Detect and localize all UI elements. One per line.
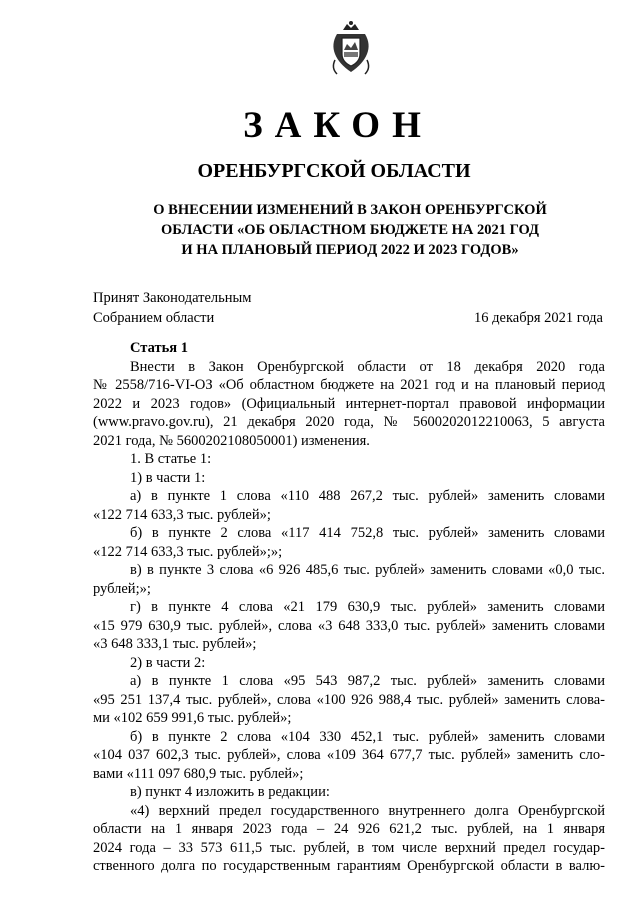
law-subject <box>120 200 580 260</box>
adoption-date: 16 декабря 2021 года <box>474 310 603 326</box>
article-line: в) пункт 4 изложить в редакции: <box>130 784 330 800</box>
article-line: г) в пункте 4 слова «21 179 630,9 тыс. рублей» заменить словами <box>130 599 605 615</box>
article-line: № 2558/716-VI-ОЗ «Об областном бюджете на 2021 год и на плановый период <box>93 377 605 393</box>
article-line: б) в пункте 2 слова «104 330 452,1 тыс. рублей» заменить словами <box>130 728 605 745</box>
article-line: 2021 года, № 5600202108050001) изменения. <box>93 432 370 449</box>
article-line: «95 251 137,4 тыс. рублей», слова «100 926 988,4 тыс. рублей» заменить слова- <box>93 691 605 708</box>
adoption-line: Принят Законодательным <box>93 290 252 306</box>
subject-line: О ВНЕСЕНИИ ИЗМЕНЕНИЙ В ЗАКОН ОРЕНБУРГСКОЙ <box>153 202 547 218</box>
article-line: 2022 и 2023 годов» (Официальный интернет-портал правовой информации <box>93 395 605 412</box>
article-line: 2) в части 2: <box>130 654 206 671</box>
article-line: «104 037 602,3 тыс. рублей», слова «109 364 677,7 тыс. рублей» заменить сло- <box>93 747 605 763</box>
article-line: ми «102 659 991,6 тыс. рублей»; <box>93 710 292 726</box>
adoption-note <box>93 288 251 328</box>
article-line: 1. В статье 1: <box>130 451 212 467</box>
subject-line: ОБЛАСТИ «ОБ ОБЛАСТНОМ БЮДЖЕТЕ НА 2021 ГОД <box>160 222 540 238</box>
article-line: области на 1 января 2023 года – 24 926 621,2 тыс. рублей, на 1 января <box>93 821 605 837</box>
article-body <box>93 339 605 876</box>
article-line: «122 714 633,3 тыс. рублей»;»; <box>93 543 283 560</box>
article-line: вами «111 097 680,9 тыс. рублей»; <box>93 765 304 782</box>
article-line: 1) в части 1: <box>130 469 206 486</box>
article-line: ственного долга по государственным гарантиям Оренбургской области в валю- <box>93 858 605 874</box>
law-title: ЗАКОН <box>243 105 433 146</box>
article-line: а) в пункте 1 слова «110 488 267,2 тыс. рублей» заменить словами <box>130 488 605 504</box>
article-line: «3 648 333,1 тыс. рублей»; <box>93 636 257 652</box>
subject-line: И НА ПЛАНОВЫЙ ПЕРИОД 2022 И 2023 ГОДОВ» <box>181 242 519 258</box>
article-line: а) в пункте 1 слова «95 543 987,2 тыс. рублей» заменить словами <box>130 673 605 689</box>
region-title: ОРЕНБУРГСКОЙ ОБЛАСТИ <box>197 160 471 182</box>
article-line: «15 979 630,9 тыс. рублей», слова «3 648 333,0 тыс. рублей» заменить словами <box>93 617 605 634</box>
article-line: в) в пункте 3 слова «6 926 485,6 тыс. рублей» заменить словами «0,0 тыс. <box>130 562 605 578</box>
article-line: б) в пункте 2 слова «117 414 752,8 тыс. рублей» заменить словами <box>130 525 605 541</box>
coat-of-arms-emblem <box>327 20 375 78</box>
article-text <box>93 358 605 876</box>
article-line: 2024 года – 33 573 611,5 тыс. рублей, в том числе верхний предел государ- <box>93 839 605 856</box>
article-line: «4) верхний предел государственного внутреннего долга Оренбургской <box>130 802 605 819</box>
article-title: Статья 1 <box>130 340 188 356</box>
article-line: (www.pravo.gov.ru), 21 декабря 2020 года, № 5600202012210063, 5 августа <box>93 414 605 430</box>
adoption-line: Собранием области <box>93 310 215 326</box>
article-line: рублей;»; <box>93 580 151 597</box>
article-line: «122 714 633,3 тыс. рублей»; <box>93 506 271 523</box>
article-line: Внести в Закон Оренбургской области от 18 декабря 2020 года <box>130 358 605 375</box>
